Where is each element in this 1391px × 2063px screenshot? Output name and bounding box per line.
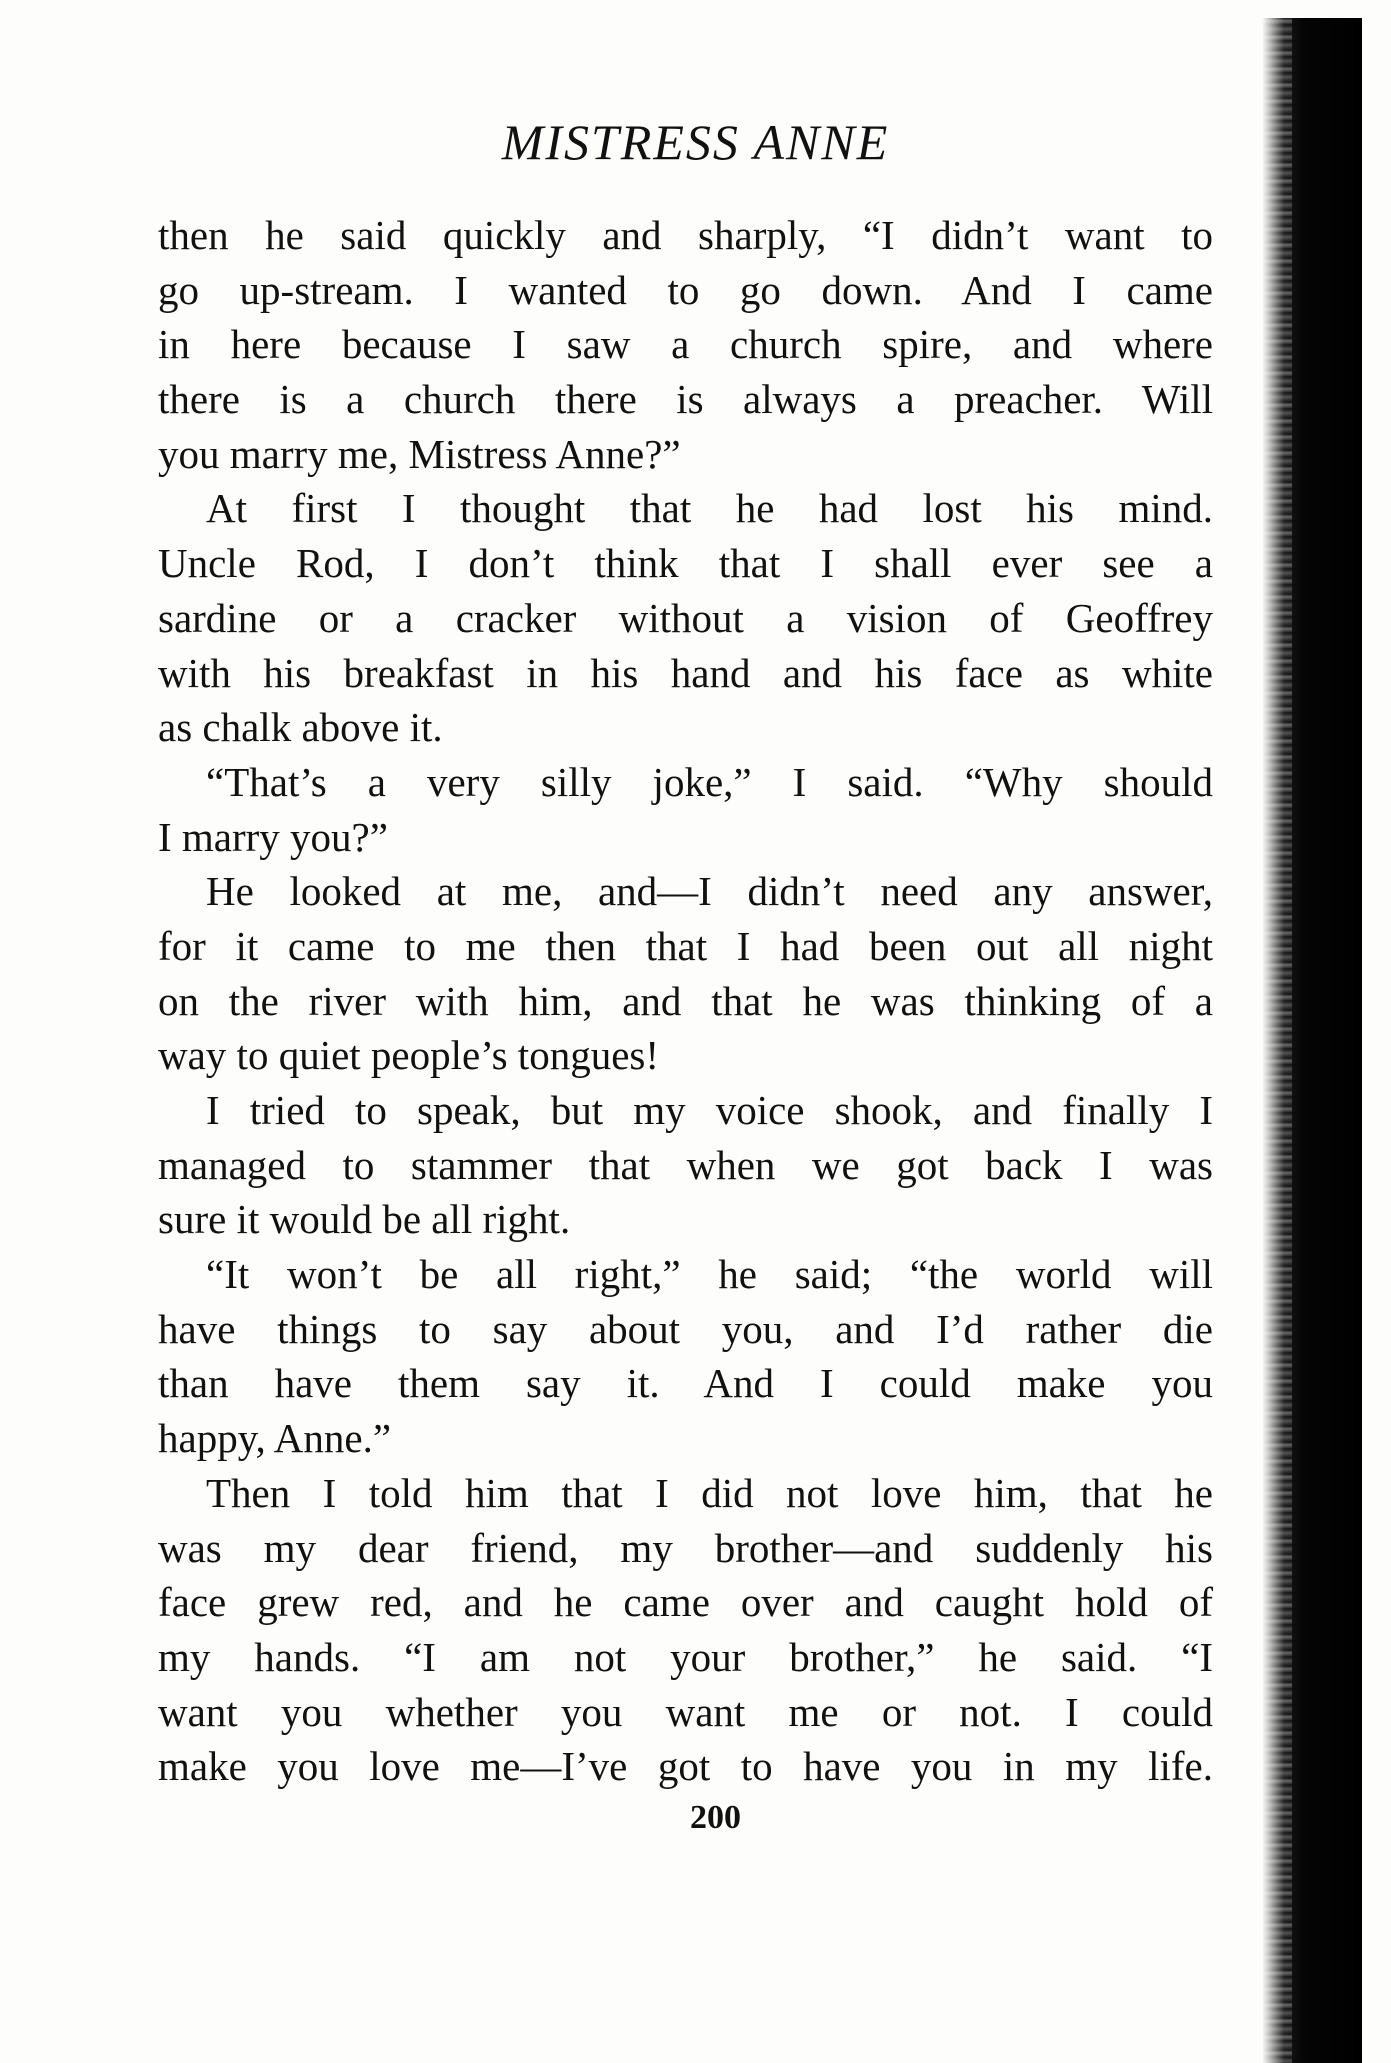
text-line: sardine or a cracker without a vision of Geoffrey xyxy=(158,594,1213,641)
text-line: sure it would be all right. xyxy=(158,1196,571,1243)
text-line: want you whether you want me or not. I could xyxy=(158,1688,1213,1735)
text-line: face grew red, and he came over and caught hold of xyxy=(158,1579,1213,1626)
text-line: than have them say it. And I could make you xyxy=(158,1360,1213,1407)
body-text xyxy=(158,208,1213,1794)
text-line: “That’s a very silly joke,” I said. “Why should xyxy=(206,758,1213,805)
text-line: “It won’t be all right,” he said; “the world will xyxy=(206,1251,1213,1298)
text-line: At first I thought that he had lost his mind. xyxy=(206,485,1213,532)
text-line: have things to say about you, and I’d rather die xyxy=(158,1305,1213,1352)
text-line: my hands. “I am not your brother,” he said. “I xyxy=(158,1633,1213,1680)
text-line: way to quiet people’s tongues! xyxy=(158,1032,660,1079)
text-line: Then I told him that I did not love him, that he xyxy=(206,1469,1213,1516)
page-number: 200 xyxy=(690,1799,741,1836)
text-line: as chalk above it. xyxy=(158,704,443,751)
text-line: I tried to speak, but my voice shook, and finally I xyxy=(206,1087,1213,1133)
text-line: make you love me—I’ve got to have you in my life. xyxy=(158,1743,1213,1790)
text-line: there is a church there is always a preacher. Will xyxy=(158,376,1213,423)
text-line: was my dear friend, my brother—and suddenly his xyxy=(158,1524,1213,1571)
text-line: happy, Anne.” xyxy=(158,1415,392,1462)
text-line: in here because I saw a church spire, and where xyxy=(158,321,1213,368)
running-head: MISTRESS ANNE xyxy=(501,114,890,170)
text-line: Uncle Rod, I don’t think that I shall ever see a xyxy=(158,540,1213,587)
page-edge-texture xyxy=(1262,18,1292,2063)
text-line: with his breakfast in his hand and his face as white xyxy=(158,649,1213,696)
text-line: for it came to me then that I had been out all night xyxy=(158,922,1213,969)
text-line: go up-stream. I wanted to go down. And I came xyxy=(158,266,1213,313)
text-line: I marry you?” xyxy=(158,813,388,860)
text-line: you marry me, Mistress Anne?” xyxy=(158,430,681,477)
text-line: then he said quickly and sharply, “I didn’t want to xyxy=(158,212,1213,258)
text-line: on the river with him, and that he was thinking of a xyxy=(158,977,1213,1024)
text-line: managed to stammer that when we got back I was xyxy=(158,1141,1213,1188)
text-line: He looked at me, and—I didn’t need any answer, xyxy=(206,868,1213,915)
